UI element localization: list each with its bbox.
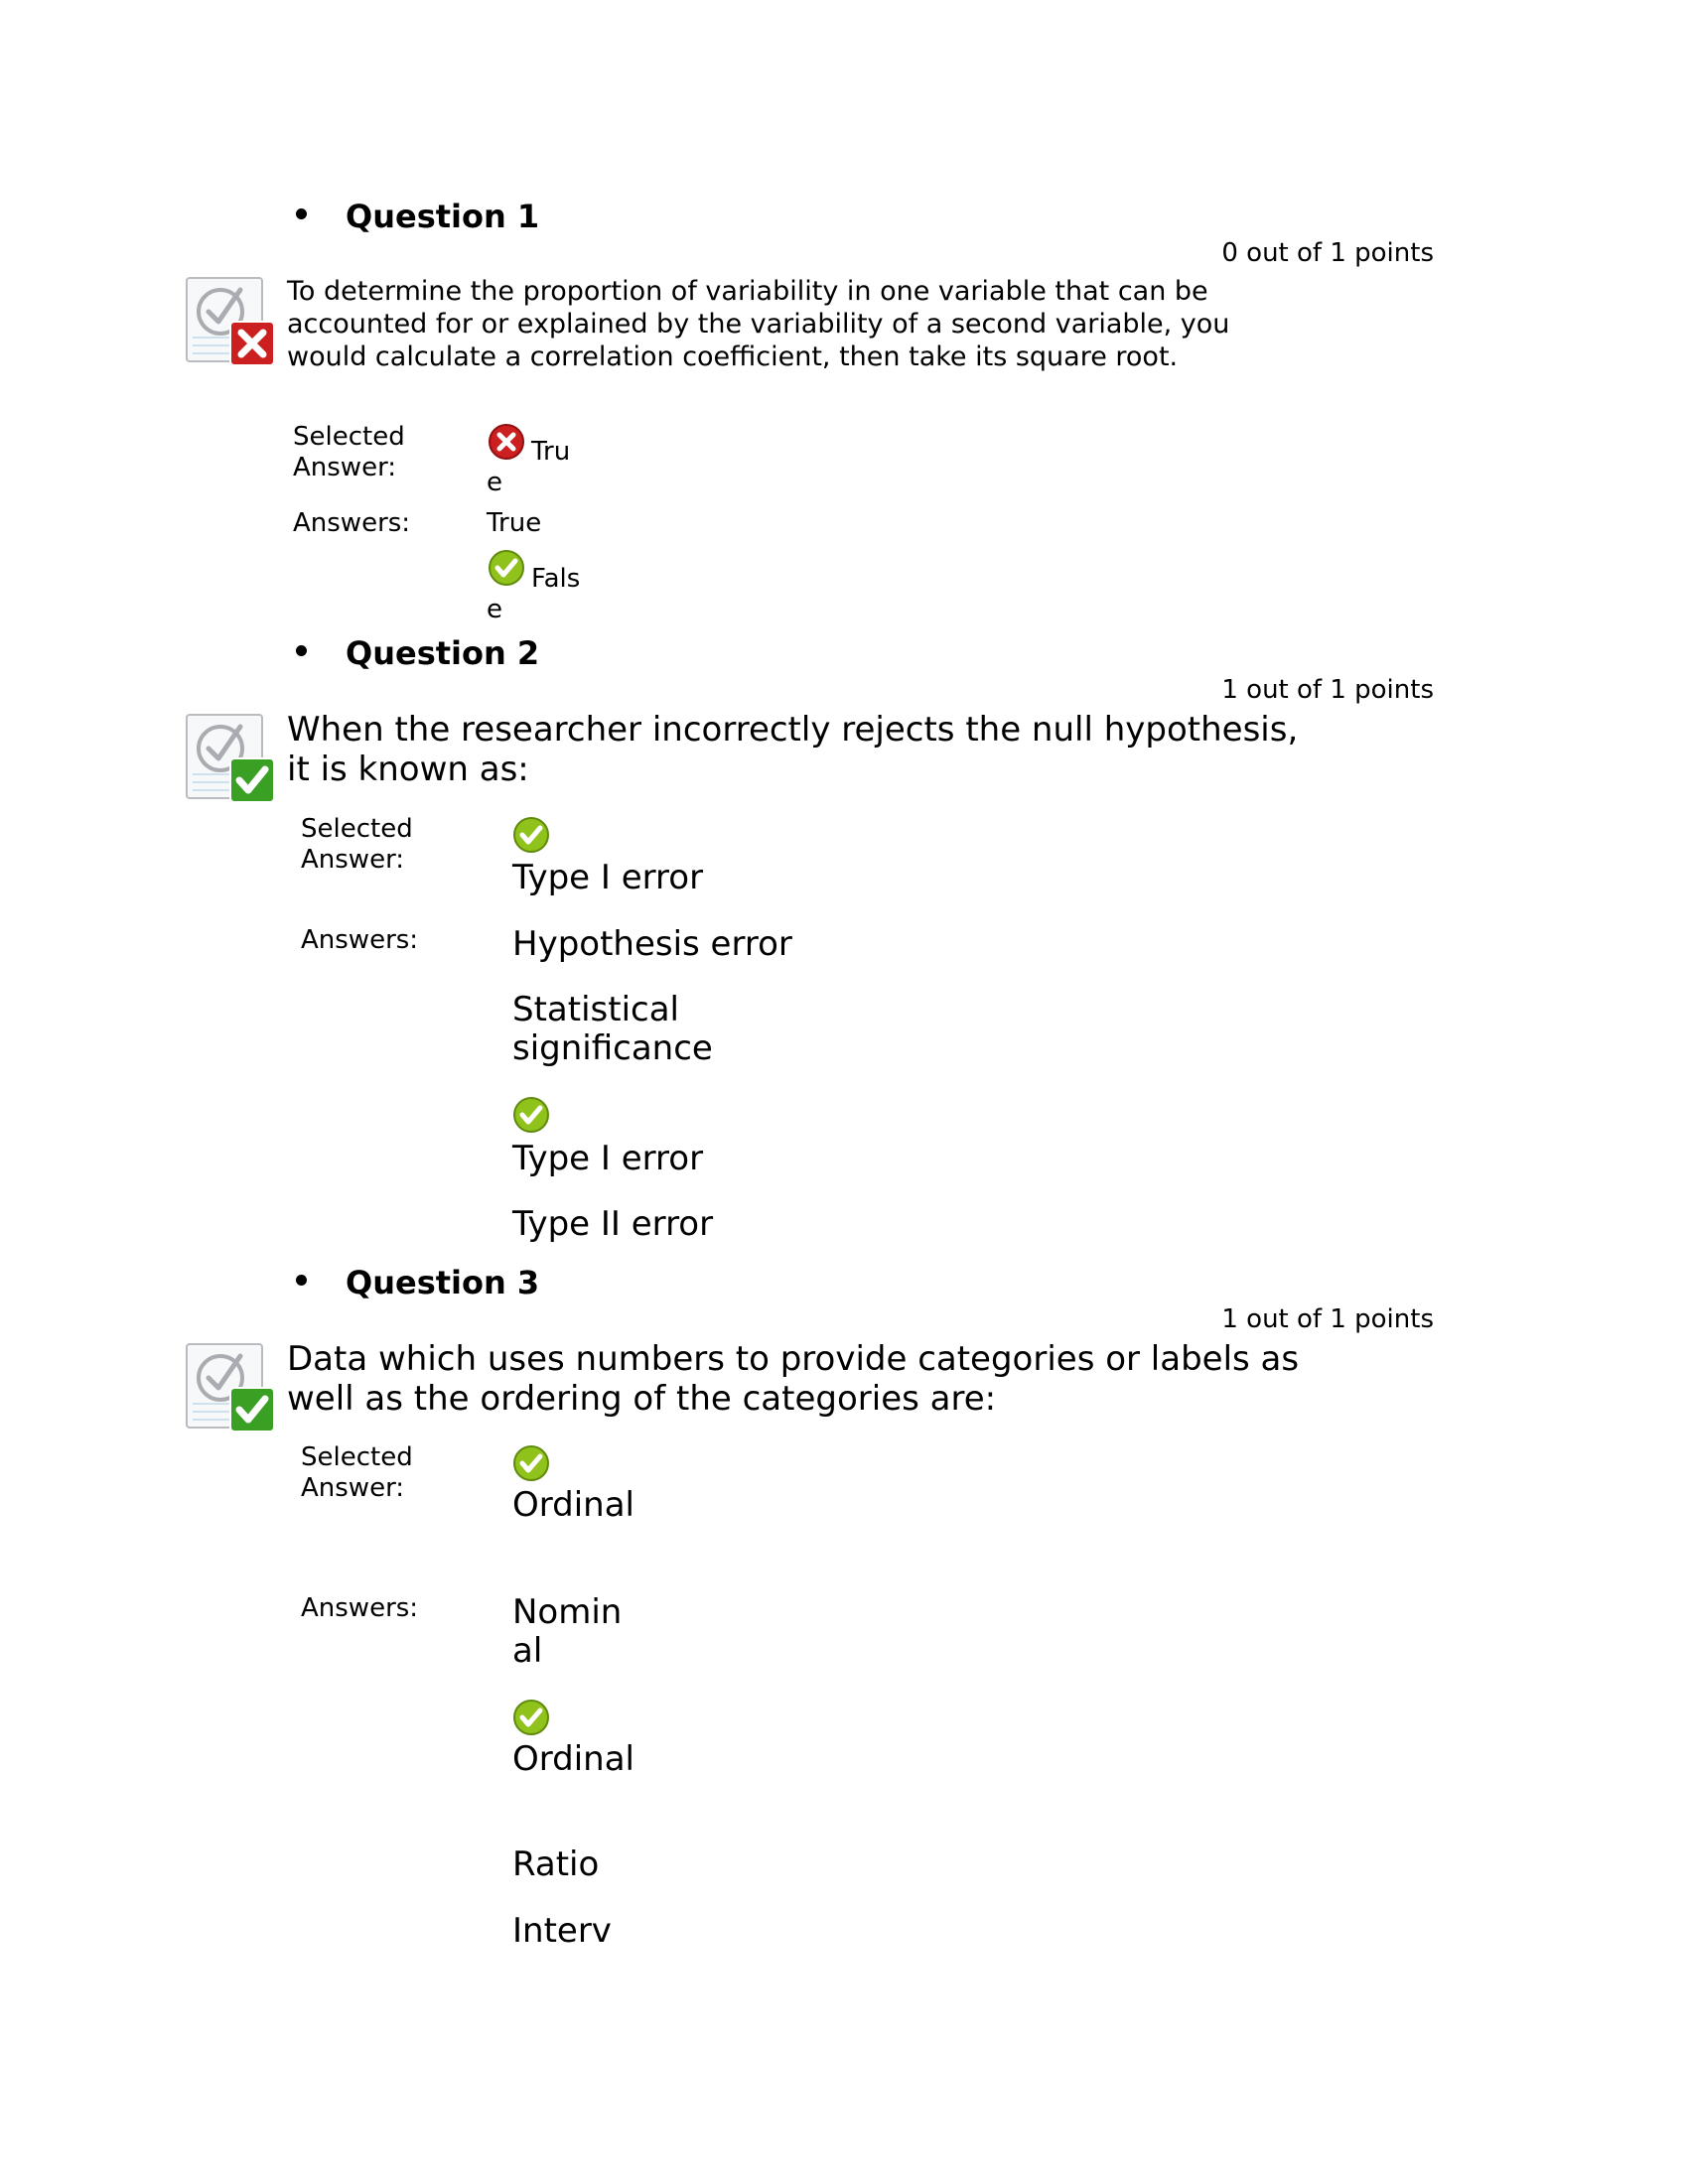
points-score: 1 out of 1 points xyxy=(1221,1304,1434,1334)
document-check-icon xyxy=(185,713,276,804)
answer-option: Interv xyxy=(512,1911,612,1951)
selected-answer-label: Selected Answer: xyxy=(301,814,413,876)
answer-option: Ratio xyxy=(512,1844,600,1884)
answer-option: Type I error xyxy=(512,1139,704,1178)
answer-option-text: False xyxy=(487,564,581,625)
question-text: Data which uses numbers to provide categories or labels as well as the ordering of the categories are: xyxy=(287,1339,1300,1420)
document-check-icon xyxy=(185,1342,276,1433)
answers-label: Answers: xyxy=(293,508,411,538)
answers-label: Answers: xyxy=(301,1593,419,1623)
selected-answer-text: True xyxy=(487,437,571,498)
selected-answer xyxy=(487,437,581,498)
selected-answer-text: Type I error xyxy=(512,858,704,897)
document-x-icon xyxy=(185,276,276,367)
answer-option: Ordinal xyxy=(512,1739,635,1779)
green-check-icon xyxy=(512,1444,550,1482)
question-text: To determine the proportion of variability in one variable that can be accounted for or explained by the variability of a second variable, you would calculate a correlation coefficient, then take its square root. xyxy=(287,276,1230,372)
answer-option: Statistical significance xyxy=(512,990,713,1069)
answers-label: Answers: xyxy=(301,925,419,955)
points-score: 0 out of 1 points xyxy=(1221,238,1434,268)
green-check-icon xyxy=(512,1699,550,1736)
selected-answer-text: Ordinal xyxy=(512,1485,635,1525)
question-title: Question 2 xyxy=(346,634,540,672)
answer-option: True xyxy=(487,508,542,538)
selected-answer-label: Selected Answer: xyxy=(301,1442,413,1504)
answer-option: Nominal xyxy=(512,1592,623,1672)
answer-option: Type II error xyxy=(512,1204,714,1244)
points-score: 1 out of 1 points xyxy=(1221,675,1434,705)
green-check-icon xyxy=(512,1096,550,1134)
green-check-icon xyxy=(512,816,550,854)
question-text: When the researcher incorrectly rejects the null hypothesis, it is known as: xyxy=(287,710,1299,790)
bullet xyxy=(296,1275,307,1286)
selected-answer-label: Selected Answer: xyxy=(293,422,405,483)
answer-option xyxy=(487,564,586,625)
question-title: Question 1 xyxy=(346,198,540,235)
question-title: Question 3 xyxy=(346,1264,540,1301)
bullet xyxy=(296,208,307,219)
bullet xyxy=(296,645,307,656)
answer-option: Hypothesis error xyxy=(512,924,792,964)
